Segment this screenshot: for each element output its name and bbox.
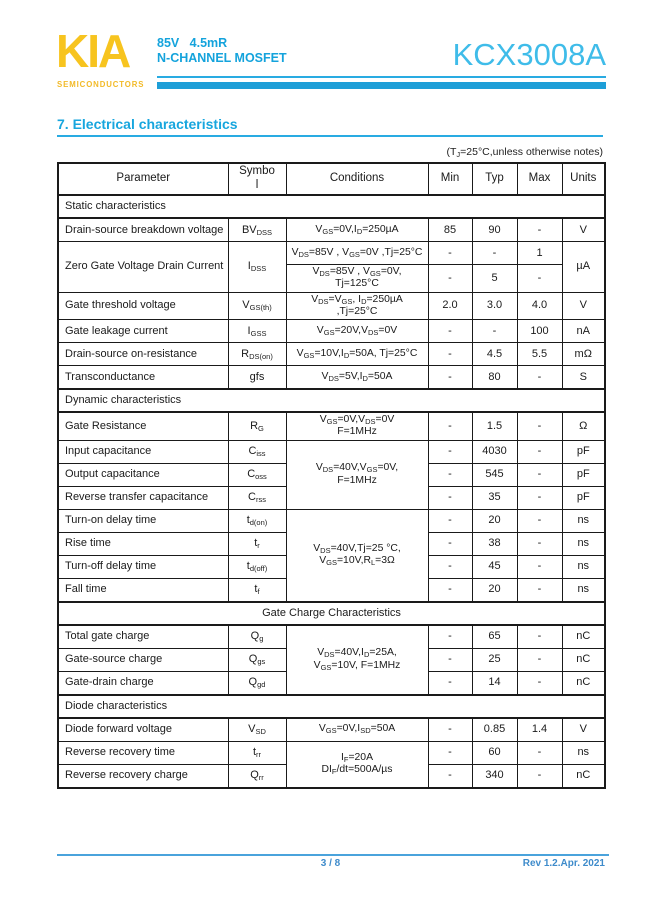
table-cell: -: [428, 648, 472, 671]
section-title: 7. Electrical characteristics: [57, 116, 603, 137]
table-cell: -: [428, 764, 472, 788]
table-cell: -: [428, 412, 472, 440]
table-row: [58, 625, 605, 649]
section-band-row: [58, 195, 605, 218]
table-cell: 4030: [472, 440, 517, 463]
device-rating-subtitle: 85V 4.5mR: [157, 36, 228, 50]
table-cell: pF: [562, 486, 605, 509]
table-cell: Rise time: [58, 532, 228, 555]
table-cell: V: [562, 218, 605, 242]
table-cell: nC: [562, 648, 605, 671]
table-cell: Drain-source on-resistance: [58, 343, 228, 366]
device-type-subtitle: N-CHANNEL MOSFET: [157, 51, 287, 65]
table-cell: $V_{DS}=40V,V_{GS}=0V$, F=1MHz: [286, 440, 428, 509]
table-cell: Ω: [562, 412, 605, 440]
table-cell: -: [428, 463, 472, 486]
column-header: Typ: [472, 163, 517, 195]
header-thin-rule: [157, 76, 606, 78]
table-cell: S: [562, 366, 605, 390]
table-cell: Total gate charge: [58, 625, 228, 649]
table-row: [58, 509, 605, 532]
table-cell: $Q_{gs}$: [228, 648, 286, 671]
table-cell: 5: [472, 265, 517, 293]
column-header: Max: [517, 163, 562, 195]
table-cell: $V_{GS(th)}$: [228, 292, 286, 320]
table-cell: 45: [472, 555, 517, 578]
table-cell: ns: [562, 509, 605, 532]
table-cell: -: [428, 509, 472, 532]
table-cell: V: [562, 718, 605, 742]
table-cell: $I_{DSS}$: [228, 242, 286, 293]
table-cell: $t_r$: [228, 532, 286, 555]
table-cell: 35: [472, 486, 517, 509]
table-cell: ns: [562, 578, 605, 602]
table-row: [58, 218, 605, 242]
table-cell: $V_{SD}$: [228, 718, 286, 742]
table-cell: -: [517, 509, 562, 532]
table-cell: Zero Gate Voltage Drain Current: [58, 242, 228, 293]
table-cell: 4.5: [472, 343, 517, 366]
table-cell: -: [517, 440, 562, 463]
column-header: Conditions: [286, 163, 428, 195]
table-cell: -: [428, 532, 472, 555]
column-header: Min: [428, 163, 472, 195]
table-cell: nC: [562, 625, 605, 649]
table-cell: 90: [472, 218, 517, 242]
table-cell: -: [472, 242, 517, 265]
table-cell: -: [517, 555, 562, 578]
table-cell: $V_{GS}=20V,V_{DS}=0V$: [286, 320, 428, 343]
table-cell: 20: [472, 578, 517, 602]
table-cell: Fall time: [58, 578, 228, 602]
table-cell: $C_{oss}$: [228, 463, 286, 486]
table-cell: Reverse transfer capacitance: [58, 486, 228, 509]
table-cell: Reverse recovery charge: [58, 764, 228, 788]
table-cell: Input capacitance: [58, 440, 228, 463]
table-cell: 14: [472, 671, 517, 695]
table-cell: mΩ: [562, 343, 605, 366]
table-cell: -: [428, 265, 472, 293]
table-cell: $V_{DS}=40V,I_D=25A$, $V_{GS}=10V$, F=1MHz: [286, 625, 428, 695]
table-cell: -: [428, 242, 472, 265]
table-cell: -: [517, 741, 562, 764]
table-cell: Gate threshold voltage: [58, 292, 228, 320]
table-row: [58, 741, 605, 764]
table-cell: $V_{GS}=0V,I_D=250\mu A$: [286, 218, 428, 242]
table-cell: V: [562, 292, 605, 320]
table-cell: -: [428, 320, 472, 343]
table-cell: 545: [472, 463, 517, 486]
table-cell: 20: [472, 509, 517, 532]
table-cell: $V_{DS}=5V,I_D=50A$: [286, 366, 428, 390]
table-header-row: [58, 163, 605, 195]
table-cell: -: [428, 578, 472, 602]
kia-logo: KIA: [56, 25, 130, 77]
table-cell: -: [428, 343, 472, 366]
page-number: 3 / 8: [320, 858, 341, 869]
table-cell: 5.5: [517, 343, 562, 366]
section-band-row: [58, 695, 605, 718]
table-row: [58, 292, 605, 320]
table-cell: 1.5: [472, 412, 517, 440]
table-cell: $V_{DS}=85V$ , $V_{GS}=0V$, Tj=125°C: [286, 265, 428, 293]
table-cell: $t_f$: [228, 578, 286, 602]
table-cell: Gate-drain charge: [58, 671, 228, 695]
table-cell: $I_{GSS}$: [228, 320, 286, 343]
table-cell: ns: [562, 741, 605, 764]
table-cell: pF: [562, 463, 605, 486]
table-cell: $Q_{gd}$: [228, 671, 286, 695]
table-cell: 4.0: [517, 292, 562, 320]
table-cell: 65: [472, 625, 517, 649]
table-cell: µA: [562, 242, 605, 293]
revision-label: Rev 1.2.Apr. 2021: [522, 858, 605, 869]
column-header: Parameter: [58, 163, 228, 195]
table-cell: -: [428, 741, 472, 764]
table-cell: 0.85: [472, 718, 517, 742]
table-cell: Turn-off delay time: [58, 555, 228, 578]
table-cell: $V_{DS}=V_{GS}$, $I_D=250\mu A$ ,Tj=25°C: [286, 292, 428, 320]
table-cell: 38: [472, 532, 517, 555]
table-cell: -: [428, 440, 472, 463]
table-cell: Transconductance: [58, 366, 228, 390]
column-header: Units: [562, 163, 605, 195]
table-condition-note: ($T_J=25^\circ C,unless$ otherwise notes): [446, 146, 603, 159]
section-band-row: [58, 389, 605, 412]
table-cell: 85: [428, 218, 472, 242]
table-cell: nC: [562, 764, 605, 788]
header-thick-rule: [157, 82, 606, 89]
table-cell: 3.0: [472, 292, 517, 320]
table-cell: 1: [517, 242, 562, 265]
table-row: [58, 440, 605, 463]
table-cell: 340: [472, 764, 517, 788]
table-cell: $R_{DS(on)}$: [228, 343, 286, 366]
table-cell: Gate-source charge: [58, 648, 228, 671]
table-cell: $C_{rss}$: [228, 486, 286, 509]
table-row: [58, 242, 605, 265]
table-cell: Dynamic characteristics: [58, 389, 605, 412]
table-cell: 100: [517, 320, 562, 343]
table-cell: 1.4: [517, 718, 562, 742]
table-cell: Diode characteristics: [58, 695, 605, 718]
table-row: [58, 412, 605, 440]
table-cell: Gate Charge Characteristics: [58, 602, 605, 625]
table-cell: -: [517, 218, 562, 242]
table-cell: $C_{iss}$: [228, 440, 286, 463]
table-cell: Reverse recovery time: [58, 741, 228, 764]
table-cell: pF: [562, 440, 605, 463]
table-cell: ns: [562, 532, 605, 555]
table-cell: Static characteristics: [58, 195, 605, 218]
table-cell: Drain-source breakdown voltage: [58, 218, 228, 242]
column-header: Symbo l: [228, 163, 286, 195]
table-cell: -: [428, 486, 472, 509]
table-cell: -: [428, 718, 472, 742]
table-cell: 80: [472, 366, 517, 390]
table-cell: $V_{GS}=0V,I_{SD}=50A$: [286, 718, 428, 742]
table-cell: Output capacitance: [58, 463, 228, 486]
electrical-characteristics-table: [57, 162, 606, 789]
table-cell: $V_{GS}=0V,V_{DS}=0V$ F=1MHz: [286, 412, 428, 440]
table-cell: $Q_{rr}$: [228, 764, 286, 788]
table-cell: $BV_{DSS}$: [228, 218, 286, 242]
table-cell: 60: [472, 741, 517, 764]
table-cell: Gate leakage current: [58, 320, 228, 343]
table-cell: gfs: [228, 366, 286, 390]
table-cell: -: [428, 671, 472, 695]
table-cell: nA: [562, 320, 605, 343]
table-cell: -: [428, 555, 472, 578]
table-cell: $R_G$: [228, 412, 286, 440]
table-row: [58, 718, 605, 742]
table-cell: $I_F=20A$ $DI_F/dt=500A/\mu s$: [286, 741, 428, 788]
table-cell: nC: [562, 671, 605, 695]
table-cell: -: [517, 648, 562, 671]
table-cell: $t_{d(on)}$: [228, 509, 286, 532]
footer-rule: [57, 854, 609, 856]
logo-semiconductors-label: SEMICONDUCTORS: [57, 80, 145, 89]
table-cell: $t_{rr}$: [228, 741, 286, 764]
table-row: [58, 320, 605, 343]
table-cell: -: [517, 764, 562, 788]
table-cell: -: [428, 625, 472, 649]
table-cell: Turn-on delay time: [58, 509, 228, 532]
table-cell: 25: [472, 648, 517, 671]
table-cell: -: [517, 671, 562, 695]
table-cell: $t_{d(off)}$: [228, 555, 286, 578]
table-cell: -: [428, 366, 472, 390]
table-cell: -: [517, 486, 562, 509]
table-cell: $V_{GS}=10V,I_D=50A$, Tj=25°C: [286, 343, 428, 366]
table-cell: -: [517, 532, 562, 555]
table-cell: 2.0: [428, 292, 472, 320]
table-cell: Diode forward voltage: [58, 718, 228, 742]
table-cell: -: [517, 463, 562, 486]
table-cell: -: [472, 320, 517, 343]
table-cell: Gate Resistance: [58, 412, 228, 440]
table-cell: -: [517, 412, 562, 440]
table-cell: $V_{DS}=85V$ , $V_{GS}=0V$ ,Tj=25°C: [286, 242, 428, 265]
table-cell: ns: [562, 555, 605, 578]
table-cell: -: [517, 578, 562, 602]
table-cell: -: [517, 625, 562, 649]
table-cell: -: [517, 366, 562, 390]
table-cell: $Q_g$: [228, 625, 286, 649]
table-cell: -: [517, 265, 562, 293]
section-band-row: [58, 602, 605, 625]
electrical-characteristics-table-wrap: [57, 162, 604, 789]
table-cell: $V_{DS}=40V,Tj=25$ °C, $V_{GS}=10V,R_L=3\Omega$: [286, 509, 428, 602]
table-row: [58, 343, 605, 366]
part-number: KCX3008A: [452, 37, 606, 72]
table-row: [58, 366, 605, 390]
